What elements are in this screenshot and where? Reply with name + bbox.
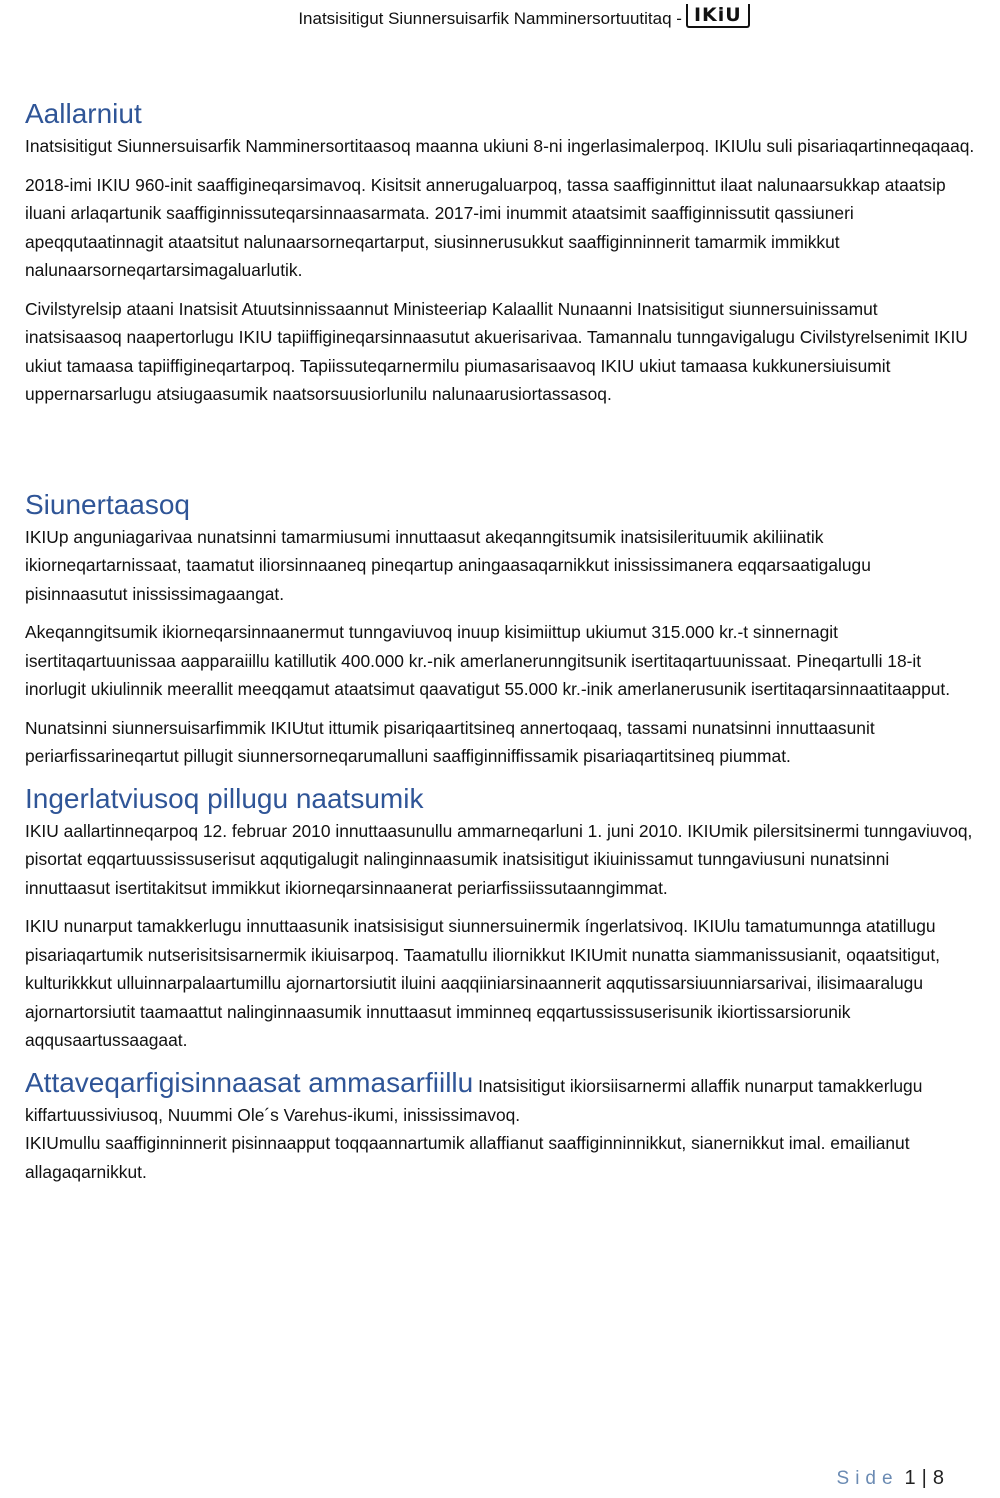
page-footer — [837, 1467, 944, 1490]
lead-text: Inatsisitigut ikiorsiisarnermi allaffik nunarput tamakkerlugu kiffartuussiviusoq, Nuummi Ole´s Varehus-ikumi, inississimavoq. — [25, 1075, 923, 1125]
page-current: 1 — [904, 1467, 916, 1489]
paragraph: 2018-imi IKIU 960-init saaffigineqarsimavoq. Kisitsit annerugaluarpoq, tassa saaffiginnittut ilaat nalunaarsukkap ataatsip iluani arlaqartunik saaffiginnissuteqarsinnaasarmata. 2017-imi inummit ataatsimit saaffiginnissutit qassiuneri apeqqutaatinnagit ataatsitut nalunaarsorneqartarput, siusinnerusukkut saaffiginninnerit tamarmik immikkut nalunaarsorneqartarsimagaluarlutik. — [25, 174, 946, 280]
section-heading: Ingerlatviusoq pillugu naatsumik — [25, 782, 424, 814]
header-title: Inatsisitigut Siunnersuisarfik Namminersortuutitaq - — [298, 9, 682, 28]
section-attaveqarfigisinnaasat — [25, 1065, 975, 1187]
section-ingerlatviusoq — [25, 781, 975, 1055]
page-separator: | — [921, 1467, 927, 1489]
paragraph: IKIU nunarput tamakkerlugu innuttaasunik inatsisisigut siunnersuinermik íngerlatsivoq. IKIUlu tamatumunnga atatillugu pisariaqartumik nutserisitsisarnermik ikiuisarpoq. Taamatullu iliornikkut IKIUmit nunatta siammanissusianit, oqaatsitigut, kulturikkkut ulluinnarpalaartumillu ajornartorsiutit iluini aaqqiiniarsinaannerit aqqutissarsiuunniarsarivai, ilisimaaralugu ajornartorsiutit taamaattut nalinginnaasumik innuttaasut imminneq eqqartussissuserisunik ikiortissarsiorunik aqqusaartussaagaat. — [25, 916, 940, 1050]
page-header — [0, 4, 1000, 40]
document-body — [25, 96, 975, 1186]
paragraph: IKIUp anguniagarivaa nunatsinni tamarmiusumi innuttaasut akeqanngitsumik inatsisilerituumik akiliinatik ikiorneqartarnissaat, taamatut iliorsinnaaneq pineqartup aningaasaqarnikkut inississimanera eqqarsaatigalugu pisinnaasutut inississimagaangat. — [25, 526, 871, 604]
paragraph: Civilstyrelsip ataani Inatsisit Atuutsinnissaannut Ministeeriap Kalaallit Nunaanni Inatsisitigut siunnersuinissamut inatsisaasoq naapertorlugu IKIU tapiiffigineqarsinnaasutut akuerisarivaa. Tamannalu tunngavigalugu Civilstyrelsenimit IKIU ukiut tamaasa tapiiffigineqartarpoq. Tapiissuteqarnermilu piumasarisaavoq IKIU ukiut tamaasa kukkunersiuisumit uppernarsarlugu atsiugaasumik naatsorsuusiorlunilu nalunaarusiortassasoq. — [25, 298, 968, 404]
spacer — [25, 419, 975, 487]
paragraph: Akeqanngitsumik ikiorneqarsinnaanermut tunngaviuvoq inuup kisimiittup ukiumut 315.000 kr.-t sinnernagit isertitaqartuunissaa aapparaiillu katillutik 400.000 kr.-nik amerlanerunngitsunik isertitaqartuunissaat. Pineqartulli 18-it inorlugit ukiulinnik meerallit meeqqamut ataatsimut qaavatigut 55.000 kr.-inik amerlanerusunik isertitaqarsinnaatitaapput. — [25, 622, 951, 699]
section-aallarniut — [25, 96, 975, 409]
paragraph-with-inline-heading — [25, 1065, 975, 1130]
paragraph: Nunatsinni siunnersuisarfimmik IKIUtut ittumik pisariqaartitsineq annertoqaaq, tassami nunatsinni innuttaasunit periarfissarineqartut pillugit siunnersorneqarumalluni saaffiginniffissamik pisariaqartitsineq piummat. — [25, 717, 875, 766]
section-heading: Siunertaasoq — [25, 488, 191, 520]
paragraph: IKIUmullu saaffiginninnerit pisinnaapput toqqaannartumik allaffianut saaffiginninnikkut, sianernikkut imal. emailianut allagaqarnikkut. — [25, 1133, 910, 1182]
ikiu-logo: IKiU — [686, 4, 750, 28]
page-total: 8 — [932, 1467, 944, 1489]
section-heading: Attaveqarfigisinnaasat ammasarfiillu — [25, 1066, 474, 1098]
paragraph: IKIU aallartinneqarpoq 12. februar 2010 innuttaasunullu ammarneqarluni 1. juni 2010. IKIUmik pilersitsinermi tunngaviuvoq, pisortat eqqartuussissuserisut aqqutigalugit nalinginnaasumik inatsisitigut ikiuinissamut tunngaviusuni nunatsinni innuttaasut isertitakitsut immikkut ikiorneqarsinnaanerat periarfissiissutaanngimmat. — [25, 820, 973, 898]
section-heading: Aallarniut — [25, 98, 142, 129]
header-inner — [250, 4, 749, 29]
page-label: Side — [836, 1467, 899, 1489]
paragraph: Inatsisitigut Siunnersuisarfik Namminersortitaasoq maanna ukiuni 8-ni ingerlasimalerpoq. IKIUlu suli pisariaqartinneqaqaaq. — [25, 136, 975, 156]
section-siunertaasoq — [25, 487, 975, 771]
